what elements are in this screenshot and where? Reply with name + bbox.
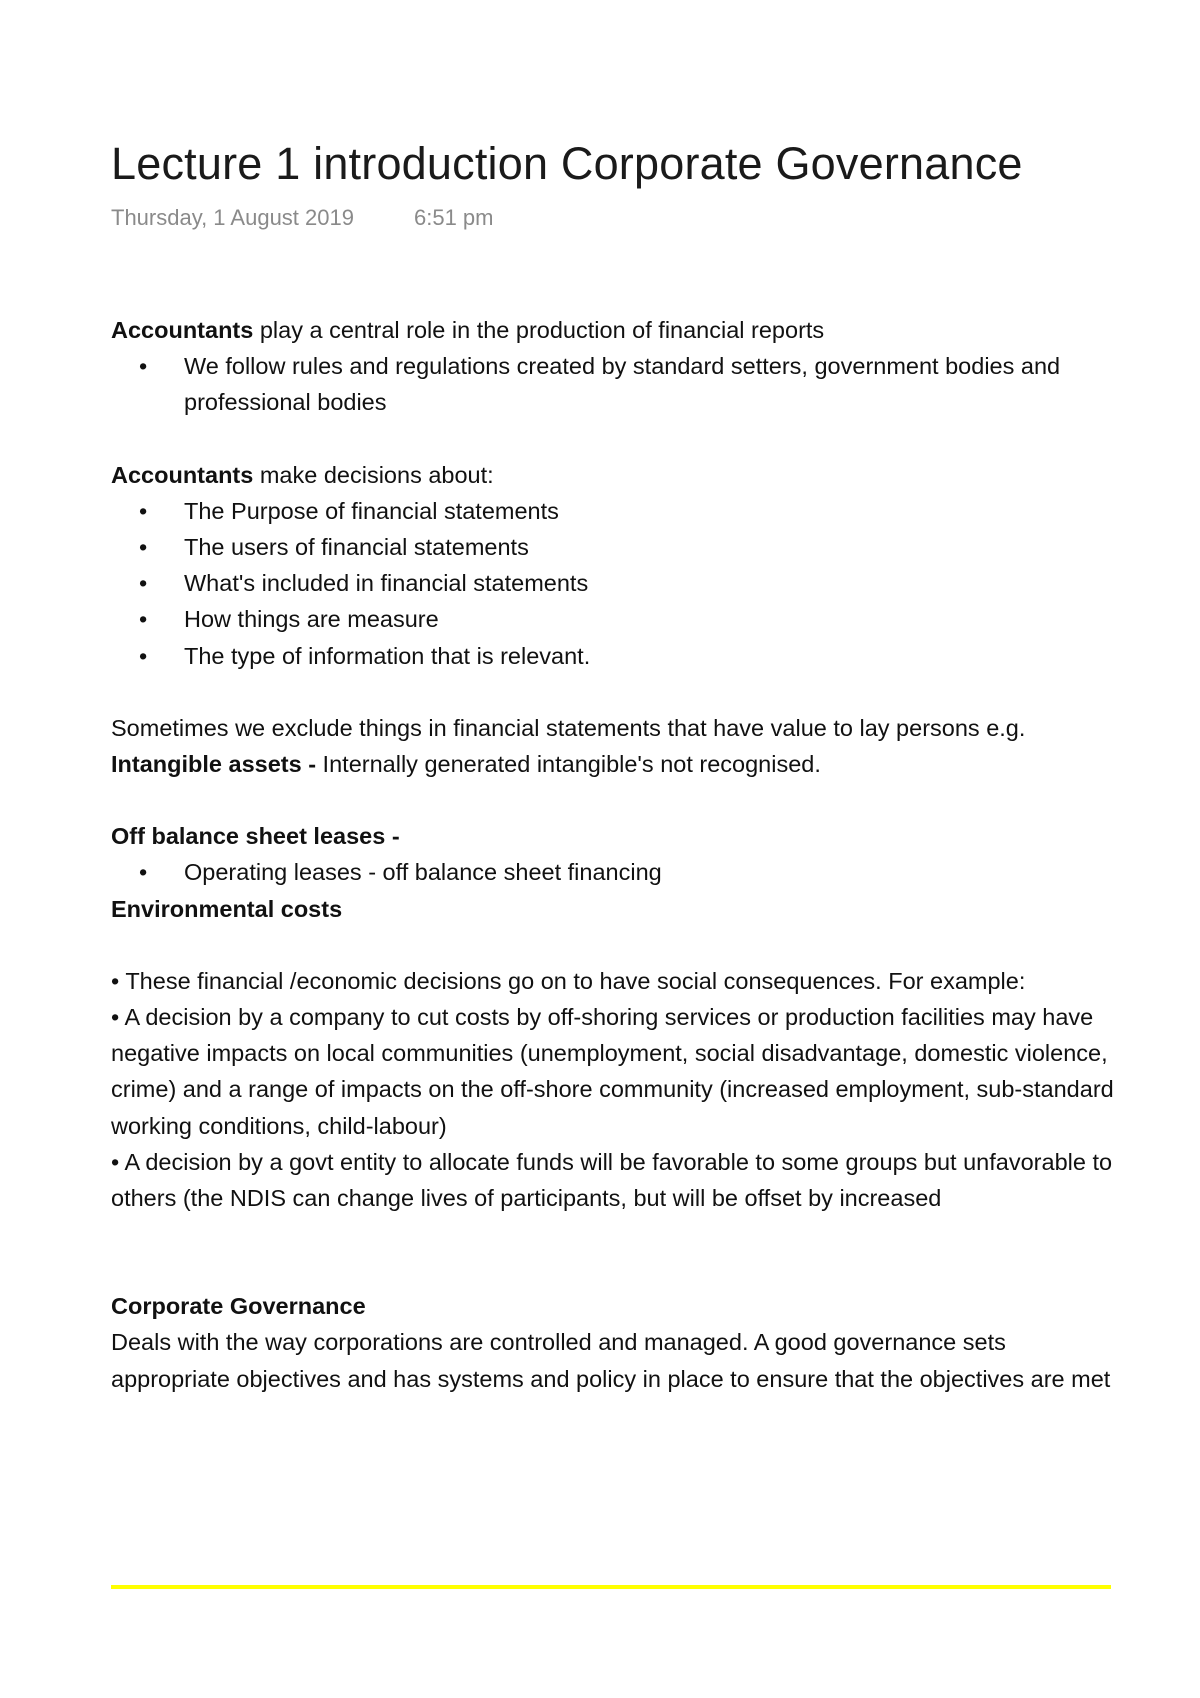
offshoring-paragraph: • A decision by a company to cut costs by off-shoring services or production facilities may have negative impacts on local communities (unemployment, social disadvantage, domestic violence, crime) and a range of impacts on the off-shore community (increased employment, sub-standard working conditions, child-labour): [111, 1004, 1114, 1139]
list-item-text: How things are measure: [184, 606, 439, 633]
list-item: [111, 493, 1121, 529]
list-item-text: Operating leases - off balance sheet financing: [184, 859, 662, 886]
off-balance-heading: [111, 818, 1121, 854]
bullet-icon: •: [139, 353, 148, 380]
environmental-costs-heading-text: Environmental costs: [111, 895, 343, 922]
note-body: [111, 312, 1121, 1397]
off-balance-list: [111, 854, 1121, 890]
accountants-role-paragraph: [111, 312, 1121, 348]
decisions-text: make decisions about:: [253, 461, 494, 488]
page-meta: [111, 204, 1121, 232]
intangible-assets-text: Internally generated intangible's not recognised.: [316, 751, 821, 778]
intangible-assets-bold: Intangible assets -: [111, 751, 317, 778]
list-item-text: We follow rules and regulations created by standard setters, government bodies and professional bodies: [184, 353, 1061, 416]
off-balance-heading-text: Off balance sheet leases -: [111, 823, 400, 850]
document-content: [111, 136, 1121, 1397]
decisions-list: [111, 493, 1121, 674]
consequences-paragraph: • These financial /economic decisions go on to have social consequences. For example:: [111, 967, 1026, 994]
list-item: [111, 565, 1121, 601]
corporate-governance-heading-text: Corporate Governance: [111, 1293, 366, 1320]
corporate-governance-paragraph: Deals with the way corporations are controlled and managed. A good governance sets appropriate objectives and has systems and policy in place to ensure that the objectives are met: [111, 1329, 1111, 1392]
exclusions-paragraph: Sometimes we exclude things in financial statements that have value to lay persons e.g.: [111, 714, 1026, 741]
list-item: [111, 638, 1121, 674]
accountants-role-text: play a central role in the production of financial reports: [253, 317, 825, 343]
accountants-role-list: [111, 348, 1121, 420]
list-item-text: What's included in financial statements: [184, 570, 589, 597]
accountants-bold: Accountants: [111, 317, 254, 343]
page-time: 6:51 pm: [413, 205, 494, 230]
environmental-costs-heading: [111, 891, 1121, 927]
list-item: [111, 529, 1121, 565]
list-item: [111, 601, 1121, 637]
page-date: Thursday, 1 August 2019: [111, 205, 354, 230]
bullet-icon: •: [139, 497, 148, 524]
list-item: [111, 348, 1121, 420]
bullet-icon: •: [139, 570, 148, 597]
list-item-text: The type of information that is relevant.: [184, 642, 591, 669]
list-item-text: The users of financial statements: [184, 534, 529, 561]
corporate-governance-heading: [111, 1288, 1121, 1324]
intangible-assets-paragraph: [111, 746, 1121, 782]
list-item-text: The Purpose of financial statements: [184, 497, 559, 524]
bullet-icon: •: [139, 606, 148, 633]
govt-funding-paragraph: • A decision by a govt entity to allocate funds will be favorable to some groups but unfavorable to others (the NDIS can change lives of participants, but will be offset by increased: [111, 1148, 1113, 1212]
bullet-icon: •: [139, 534, 148, 561]
bullet-icon: •: [139, 859, 148, 886]
decisions-paragraph: [111, 457, 1121, 493]
highlight-rule: [111, 1585, 1111, 1589]
bullet-icon: •: [139, 642, 148, 669]
accountants-bold: Accountants: [111, 461, 254, 488]
page-title: Lecture 1 introduction Corporate Governance: [111, 138, 1023, 189]
list-item: [111, 854, 1121, 890]
